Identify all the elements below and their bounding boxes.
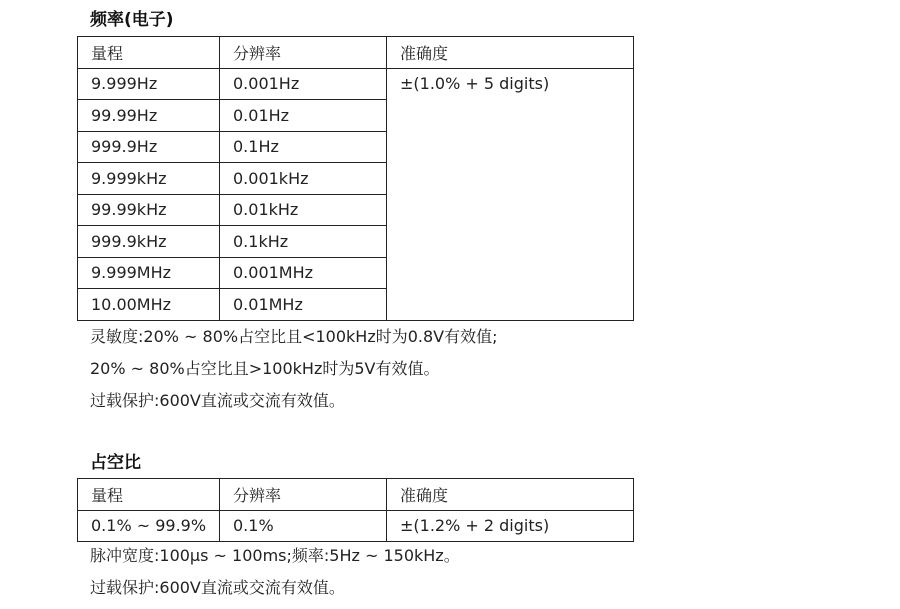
resolution-cell: 0.001MHz (220, 257, 387, 289)
range-cell: 9.999MHz (78, 257, 220, 289)
header-range: 量程 (78, 479, 220, 511)
accuracy-cell: ±(1.0% + 5 digits) (387, 68, 634, 320)
range-cell: 99.99Hz (78, 100, 220, 132)
range-cell: 99.99kHz (78, 194, 220, 226)
range-cell: 999.9kHz (78, 226, 220, 258)
header-resolution: 分辨率 (220, 479, 387, 511)
table-header-row (78, 37, 634, 69)
range-cell: 10.00MHz (78, 289, 220, 321)
sensitivity-note: 灵敏度:20% ~ 80%占空比且<100kHz时为0.8V有效值; (90, 327, 498, 346)
header-resolution: 分辨率 (220, 37, 387, 69)
range-cell: 0.1% ~ 99.9% (78, 510, 220, 542)
sensitivity-note-cont: 20% ~ 80%占空比且>100kHz时为5V有效值。 (90, 359, 440, 378)
freq-section-title: 频率(电子) (90, 10, 174, 30)
resolution-cell: 0.001Hz (220, 68, 387, 100)
duty-spec-table (77, 478, 634, 542)
resolution-cell: 0.1kHz (220, 226, 387, 258)
header-accuracy: 准确度 (387, 37, 634, 69)
accuracy-cell: ±(1.2% + 2 digits) (387, 510, 634, 542)
table-header-row (78, 479, 634, 511)
freq-spec-table (77, 36, 634, 321)
range-cell: 999.9Hz (78, 131, 220, 163)
range-cell: 9.999Hz (78, 68, 220, 100)
duty-section-title: 占空比 (90, 453, 141, 473)
table-row (78, 510, 634, 542)
resolution-cell: 0.001kHz (220, 163, 387, 195)
table-row (78, 68, 634, 100)
resolution-cell: 0.1% (220, 510, 387, 542)
pulse-width-note: 脉冲宽度:100μs ~ 100ms;频率:5Hz ~ 150kHz。 (90, 546, 460, 565)
overload-note: 过载保护:600V直流或交流有效值。 (90, 391, 345, 410)
resolution-cell: 0.01Hz (220, 100, 387, 132)
header-range: 量程 (78, 37, 220, 69)
resolution-cell: 0.01MHz (220, 289, 387, 321)
overload-note: 过载保护:600V直流或交流有效值。 (90, 578, 345, 597)
range-cell: 9.999kHz (78, 163, 220, 195)
resolution-cell: 0.1Hz (220, 131, 387, 163)
resolution-cell: 0.01kHz (220, 194, 387, 226)
header-accuracy: 准确度 (387, 479, 634, 511)
